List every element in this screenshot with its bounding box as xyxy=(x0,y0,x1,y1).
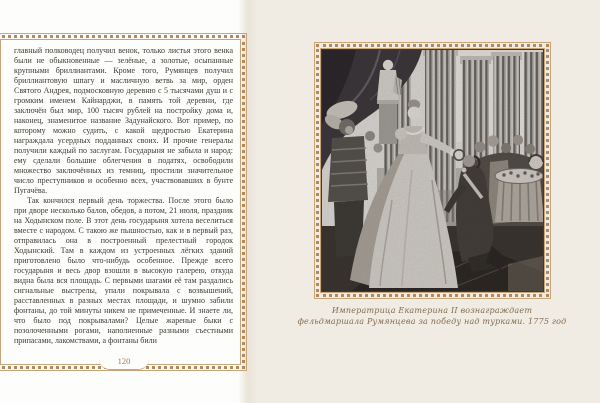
engraving-scene xyxy=(322,50,543,291)
left-page-border-inner xyxy=(0,39,241,365)
paragraph-2: Так кончился первый день торжества. После этого было при дворе несколько балов, обедов, а потом, 21 июля, праздник на Ходынском поле. В этот день государыня хотела веселиться вместе с народом. С такою же пышностью, как и в первый раз, отправилась она в построенный прелестный городок Ходынский. Там в каждом из устроенных лёгких зданий приготовлено было что-нибудь особенное. Прежде всего государыня и весь двор взошли в высокую галерею, откуда видна была вся площадь. С первыми шагами её там раздались сигнальные выстрелы, упали покрывала с возвышений, расставленных в разных местах площади, и шумно забили фонтаны, до той минуты никем не примеченные. И знаете ли, что было под покрывалами? Целые жареные быки с позолоченными рогами, наполненные разными съестными припасами, лакомствами, а фонтаны били xyxy=(14,196,233,345)
illustration-caption xyxy=(282,306,582,327)
paragraph-1: главный полководец получил венок, только листья этого венка были не обыкновенные — зелёные, а золотые, осыпанные крупными бриллиантами. Кроме того, Румянцев получил бриллиантовую шпагу и масличную ветвь за мир, орден Святого Андрея, подмосковную деревню с 5 тысячами душ и с громким именем Кайнарджи, в память той деревни, где заключён был мир, 100 тысяч рублей на постройку дома и, наконец, знаменитое название Задунайского. Вот пример, по которому можно судить, с какой щедростью Екатерина награждала усердных подданных своих. И прочие генералы получили каждый по заслугам. Государыня не забыла и народ: ему сделали большие облегчения в податях, освободили множество заключённых из темниц, простили значительное число преступников и особенно всех, участвовавших в бунте Пугачёва. xyxy=(14,46,233,195)
left-page-border xyxy=(0,33,247,371)
illustration-frame-inner xyxy=(320,48,545,293)
illustration-frame xyxy=(314,42,551,299)
body-text-block xyxy=(1,40,240,346)
engraving-illustration xyxy=(321,49,544,292)
page-number: 120 xyxy=(99,355,149,370)
illustration-frame-lace xyxy=(316,44,549,297)
caption-line-2: фельдмаршала Румянцева за победу над турками. 1775 год xyxy=(297,316,567,326)
left-page-border-lace xyxy=(0,35,245,369)
caption-line-1: Императрица Екатерина II вознаграждает xyxy=(331,306,533,315)
